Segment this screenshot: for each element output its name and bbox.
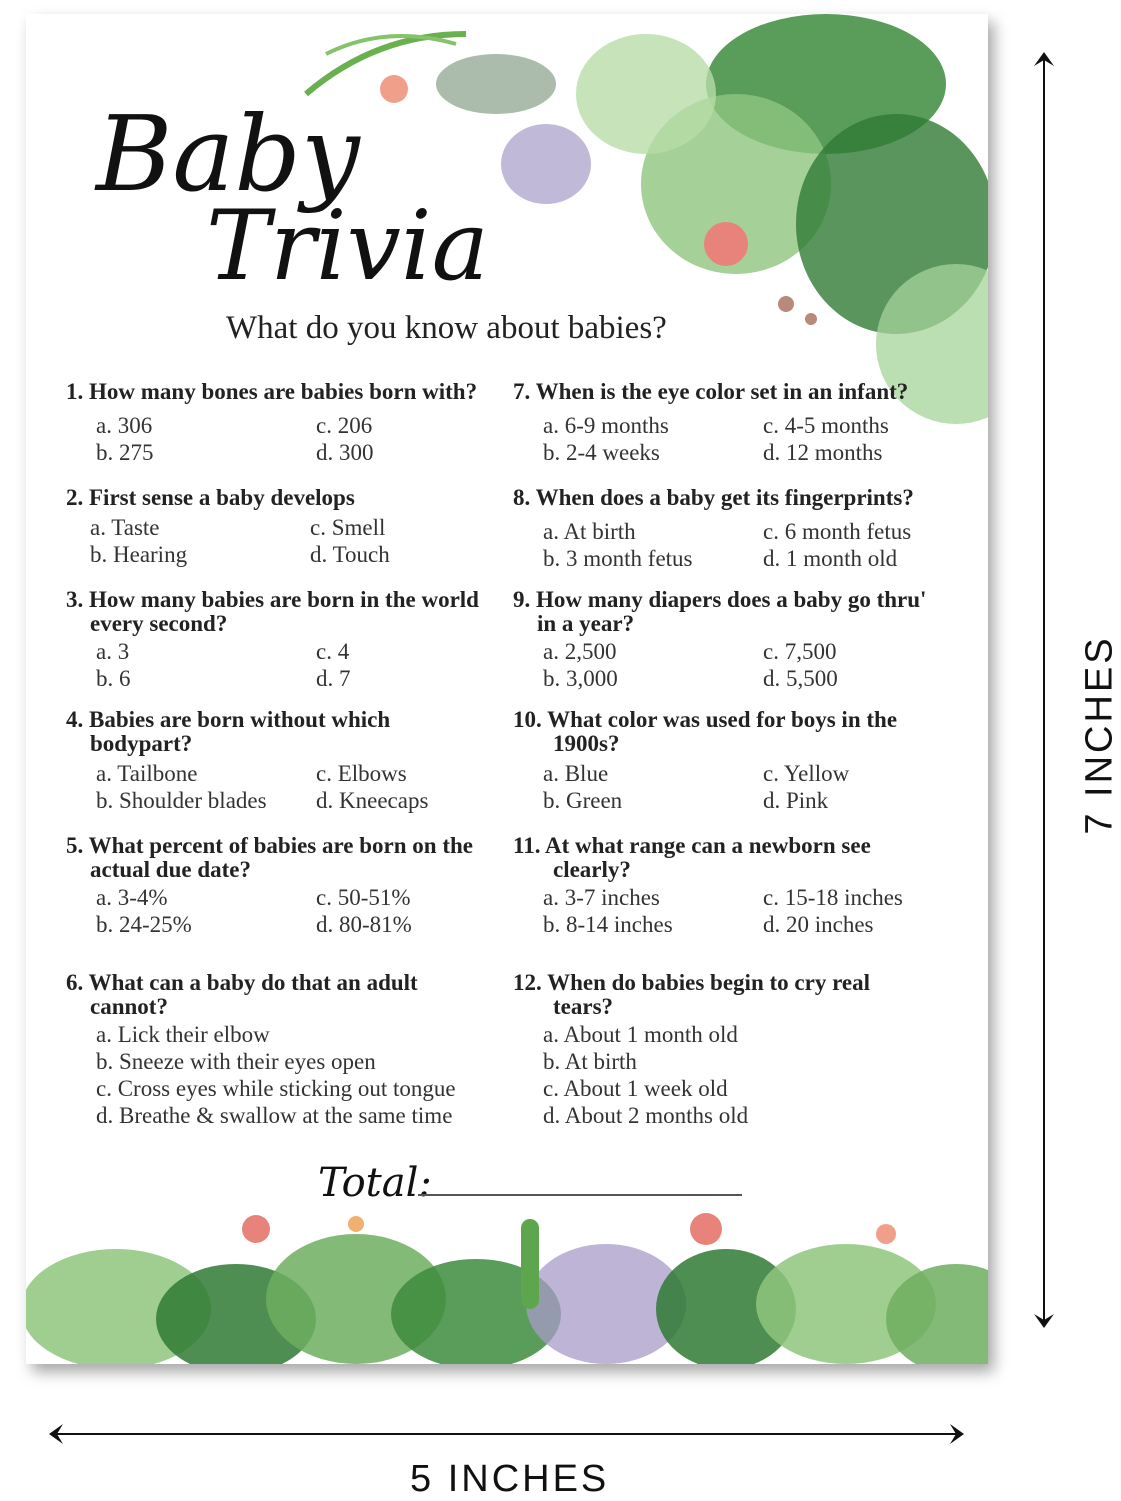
question-text: How many babies are born in the world — [89, 587, 479, 612]
question-6 — [66, 971, 536, 1129]
question-8 — [513, 486, 973, 572]
arrow-down-icon — [1034, 1312, 1054, 1328]
height-label: 7 INCHES — [1079, 635, 1121, 834]
option: b. Sneeze with their eyes open — [96, 1048, 536, 1075]
option: a. 3-4% — [96, 884, 316, 911]
question-text-cont: actual due date? — [66, 858, 536, 882]
option: c. Smell — [310, 514, 530, 541]
question-number: 7. — [513, 380, 530, 404]
question-number: 9. — [513, 588, 530, 612]
question-1 — [66, 380, 506, 466]
question-text-cont: cannot? — [66, 995, 536, 1019]
question-11 — [513, 834, 973, 938]
question-text-cont: every second? — [66, 612, 536, 636]
option: c. 15-18 inches — [763, 884, 983, 911]
title — [86, 102, 489, 294]
question-12 — [513, 971, 973, 1129]
question-text-cont: 1900s? — [513, 732, 973, 756]
question-text: Babies are born without which — [89, 707, 390, 732]
option: c. 6 month fetus — [763, 518, 983, 545]
option: a. 3 — [96, 638, 316, 665]
title-line-1: Baby — [96, 102, 489, 206]
option: d. 20 inches — [763, 911, 983, 938]
question-number: 8. — [513, 486, 530, 510]
option: a. 306 — [96, 412, 316, 439]
question-number: 5. — [66, 834, 83, 858]
total-answer-line[interactable] — [418, 1194, 742, 1196]
option: b. 6 — [96, 665, 316, 692]
option: c. 7,500 — [763, 638, 983, 665]
question-text: At what range can a newborn see — [545, 833, 871, 858]
question-text: When do babies begin to cry real — [547, 970, 870, 995]
option: d. Kneecaps — [316, 787, 536, 814]
option: d. 5,500 — [763, 665, 983, 692]
arrow-right-icon — [948, 1424, 964, 1444]
question-5 — [66, 834, 536, 938]
question-number: 11. — [513, 834, 540, 858]
option: c. 4-5 months — [763, 412, 983, 439]
question-text: When does a baby get its fingerprints? — [536, 485, 914, 510]
option: c. About 1 week old — [543, 1075, 983, 1102]
option: d. 1 month old — [763, 545, 983, 572]
option: b. Hearing — [90, 541, 310, 568]
title-line-2: Trivia — [206, 198, 489, 294]
height-dimension-line — [1043, 55, 1045, 1325]
question-text: How many bones are babies born with? — [89, 379, 477, 404]
arrow-up-icon — [1034, 52, 1054, 68]
question-text: First sense a baby develops — [89, 485, 355, 510]
option: d. 12 months — [763, 439, 983, 466]
question-2 — [66, 486, 506, 568]
option: d. 7 — [316, 665, 536, 692]
option: d. 80-81% — [316, 911, 536, 938]
option: a. Tailbone — [96, 760, 316, 787]
question-text: When is the eye color set in an infant? — [536, 379, 909, 404]
question-number: 2. — [66, 486, 83, 510]
option: a. At birth — [543, 518, 763, 545]
option: b. 2-4 weeks — [543, 439, 763, 466]
floral-decoration-bottom — [26, 1199, 988, 1364]
option: c. 4 — [316, 638, 536, 665]
option: b. 275 — [96, 439, 316, 466]
option: c. 206 — [316, 412, 536, 439]
question-text-cont: clearly? — [513, 858, 973, 882]
question-number: 4. — [66, 708, 83, 732]
option: c. 50-51% — [316, 884, 536, 911]
total-label: Total: — [318, 1160, 432, 1206]
option: a. About 1 month old — [543, 1021, 983, 1048]
option: a. Blue — [543, 760, 763, 787]
width-dimension-line — [52, 1433, 960, 1435]
option: d. About 2 months old — [543, 1102, 983, 1129]
option: d. Breathe & swallow at the same time — [96, 1102, 536, 1129]
question-number: 10. — [513, 708, 542, 732]
question-10 — [513, 708, 973, 814]
question-number: 12. — [513, 971, 542, 995]
question-text: What color was used for boys in the — [547, 707, 897, 732]
option: b. 3,000 — [543, 665, 763, 692]
subtitle: What do you know about babies? — [226, 310, 667, 347]
question-text: How many diapers does a baby go thru' — [536, 587, 926, 612]
arrow-left-icon — [49, 1424, 65, 1444]
option: c. Elbows — [316, 760, 536, 787]
option: a. 2,500 — [543, 638, 763, 665]
question-text: What percent of babies are born on the — [89, 833, 473, 858]
option: b. 24-25% — [96, 911, 316, 938]
question-4 — [66, 708, 506, 814]
option: a. Taste — [90, 514, 310, 541]
trivia-card — [26, 14, 988, 1364]
option: b. Shoulder blades — [96, 787, 316, 814]
option: d. 300 — [316, 439, 536, 466]
option: a. 3-7 inches — [543, 884, 763, 911]
option: d. Touch — [310, 541, 530, 568]
question-text: What can a baby do that an adult — [89, 970, 418, 995]
option: c. Yellow — [763, 760, 983, 787]
question-3 — [66, 588, 536, 692]
question-number: 3. — [66, 588, 83, 612]
question-number: 1. — [66, 380, 83, 404]
option: a. 6-9 months — [543, 412, 763, 439]
question-text-cont: tears? — [513, 995, 973, 1019]
option: b. Green — [543, 787, 763, 814]
option: b. 3 month fetus — [543, 545, 763, 572]
width-label: 5 INCHES — [410, 1458, 609, 1501]
question-9 — [513, 588, 973, 692]
question-text-cont: in a year? — [513, 612, 973, 636]
question-number: 6. — [66, 971, 83, 995]
option: c. Cross eyes while sticking out tongue — [96, 1075, 536, 1102]
option: b. At birth — [543, 1048, 983, 1075]
question-text-cont: bodypart? — [66, 732, 506, 756]
option: d. Pink — [763, 787, 983, 814]
question-7 — [513, 380, 973, 466]
option: a. Lick their elbow — [96, 1021, 536, 1048]
option: b. 8-14 inches — [543, 911, 763, 938]
